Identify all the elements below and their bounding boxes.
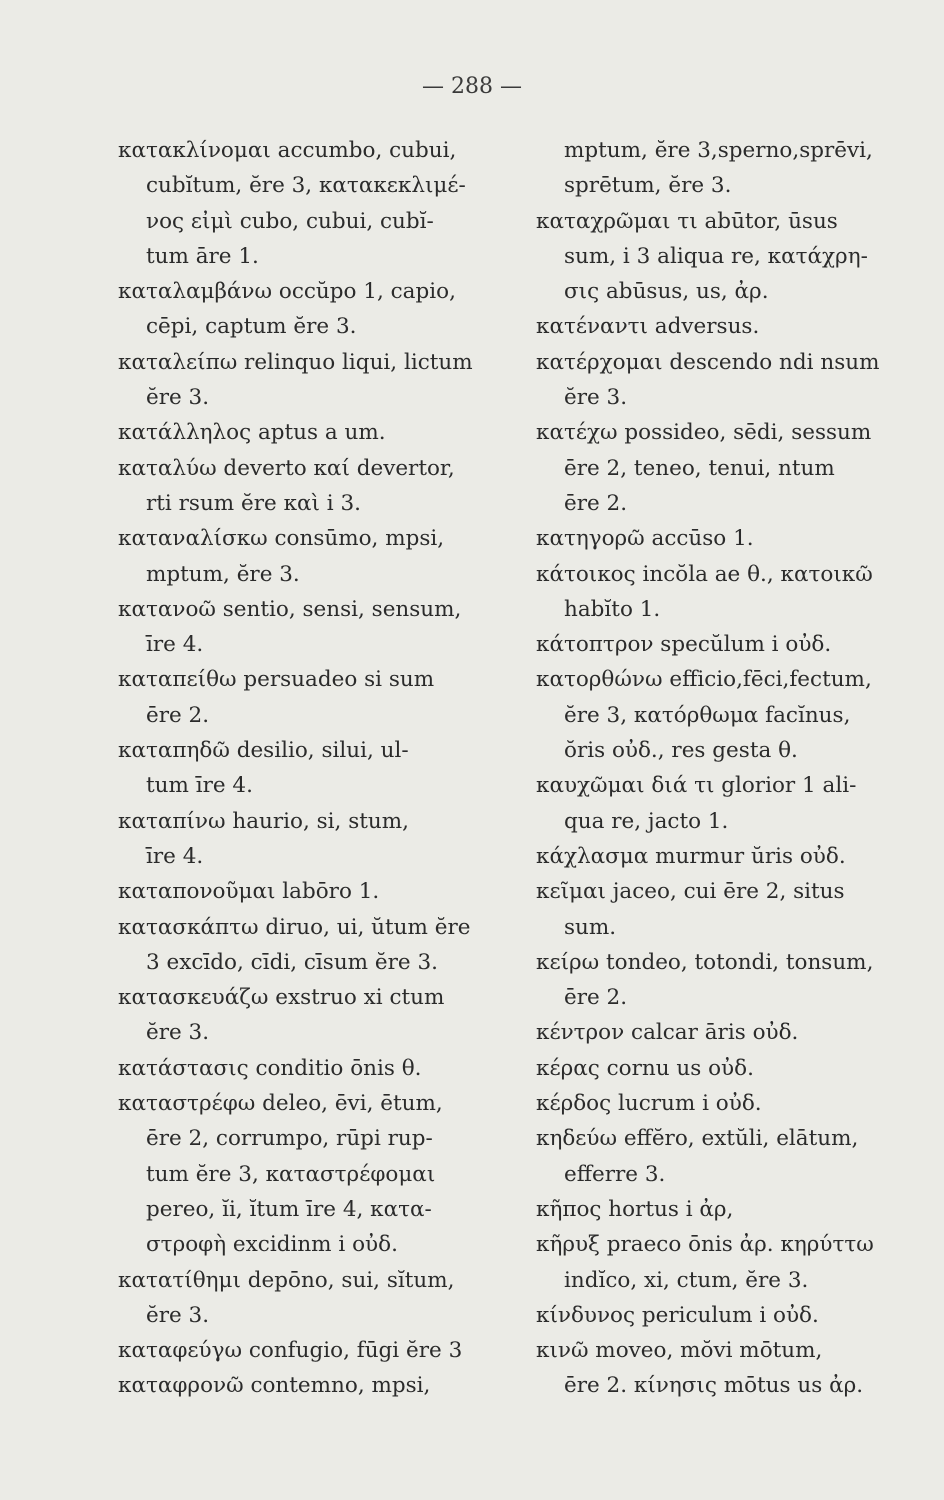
dictionary-line: καταλαμβάνω occŭpo 1, capio, [118, 279, 456, 305]
dictionary-line: ēre 2. κίνησις mōtus us ἀρ. [564, 1373, 864, 1399]
dictionary-line: κατορθώνω efficio,fēci,fectum, [536, 667, 872, 693]
dictionary-line: sum, i 3 aliqua re, κατάχρη- [564, 243, 868, 269]
dictionary-line: ēre 2, corrumpo, rūpi rup- [146, 1126, 433, 1152]
dictionary-line: καταφεύγω confugio, fūgi ĕre 3 [118, 1338, 463, 1364]
dictionary-line: κῆρυξ praeco ōnis ἀρ. κηρύττω [536, 1232, 874, 1258]
dictionary-line: κατέχω possideo, sēdi, sessum [536, 420, 872, 446]
dictionary-line: κατατίθημι depōno, sui, sĭtum, [118, 1267, 455, 1293]
dictionary-line: καταλύω deverto καί devertor, [118, 455, 455, 481]
dictionary-line: ēre 2, teneo, tenui, ntum [564, 455, 835, 481]
dictionary-line: στροφὴ excidinm i οὐδ. [146, 1232, 398, 1258]
dictionary-line: καταστρέφω deleo, ēvi, ētum, [118, 1091, 443, 1117]
dictionary-line: κατάλληλος aptus a um. [118, 420, 386, 446]
dictionary-line: καταναλίσκω consūmo, mpsi, [118, 526, 445, 552]
dictionary-line: tum āre 1. [146, 243, 259, 269]
dictionary-line: pereo, ĭi, ĭtum īre 4, κατα- [146, 1196, 432, 1222]
dictionary-line: κάτοπτρον specŭlum i οὐδ. [536, 632, 832, 658]
dictionary-line: κέρας cornu us οὐδ. [536, 1055, 754, 1081]
dictionary-line: ŏris οὐδ., res gesta θ. [564, 738, 798, 764]
dictionary-line: νος εἰμὶ cubo, cubui, cubĭ- [146, 208, 434, 234]
dictionary-line: ĕre 3. [146, 1020, 210, 1046]
dictionary-line: rti rsum ĕre καὶ i 3. [146, 490, 362, 516]
dictionary-line: καταπονοῦμαι labōro 1. [118, 879, 380, 905]
dictionary-line: κέρδος lucrum i οὐδ. [536, 1091, 762, 1117]
dictionary-line: ĕre 3. [564, 385, 628, 411]
dictionary-line: mptum, ĕre 3,sperno,sprēvi, [564, 138, 873, 163]
dictionary-line: καυχῶμαι διά τι glorior 1 ali- [536, 773, 857, 799]
dictionary-line: κατέρχομαι descendo ndi nsum [536, 349, 880, 375]
dictionary-line: καταπείθω persuadeo si sum [118, 667, 435, 693]
dictionary-line: mptum, ĕre 3. [146, 561, 300, 587]
dictionary-line: σις abūsus, us, ἀρ. [564, 279, 769, 305]
dictionary-line: ĕre 3, κατόρθωμα facĭnus, [564, 702, 851, 728]
dictionary-line: tum ĕre 3, καταστρέφομαι [146, 1161, 436, 1187]
dictionary-line: cubĭtum, ĕre 3, κατακεκλιμέ- [146, 173, 466, 199]
dictionary-line: cēpi, captum ĕre 3. [146, 314, 357, 340]
dictionary-line: indĭco, xi, ctum, ĕre 3. [564, 1267, 809, 1293]
dictionary-line: īre 4. [146, 843, 204, 869]
dictionary-line: κείρω tondeo, totondi, tonsum, [536, 949, 874, 975]
dictionary-line: 3 excīdo, cīdi, cīsum ĕre 3. [146, 949, 438, 975]
dictionary-line: κατακλίνομαι accumbo, cubui, [118, 138, 457, 163]
dictionary-line: habĭto 1. [564, 596, 661, 622]
dictionary-line: κάτοικος incŏla ae θ., κατοικῶ [536, 561, 873, 587]
dictionary-line: κατηγορῶ accūso 1. [536, 526, 754, 552]
dictionary-line: īre 4. [146, 632, 204, 658]
dictionary-line: κατανοῶ sentio, sensi, sensum, [118, 596, 462, 622]
dictionary-line: ēre 2. [564, 985, 628, 1011]
dictionary-line: καταλείπω relinquo liqui, lictum [118, 349, 473, 375]
dictionary-line: κηδεύω effĕro, extŭli, elātum, [536, 1126, 859, 1152]
dictionary-line: κινῶ moveo, mŏvi mōtum, [536, 1338, 823, 1364]
dictionary-line: sum. [564, 914, 617, 940]
right-column [536, 133, 931, 1404]
dictionary-line: καταπίνω haurio, si, stum, [118, 808, 409, 834]
dictionary-line: κατάστασις conditio ōnis θ. [118, 1055, 422, 1081]
dictionary-line: καταφρονῶ contemno, mpsi, [118, 1373, 431, 1399]
dictionary-line: ĕre 3. [146, 1302, 210, 1328]
dictionary-line: κεῖμαι jaceo, cui ēre 2, situs [536, 879, 845, 905]
dictionary-line: ēre 2. [564, 490, 628, 516]
dictionary-line: tum īre 4. [146, 773, 253, 799]
dictionary-line: κατασκευάζω exstruo xi ctum [118, 985, 445, 1011]
dictionary-line: efferre 3. [564, 1161, 666, 1187]
dictionary-line: ĕre 3. [146, 385, 210, 411]
dictionary-line: καταπηδῶ desilio, silui, ul- [118, 738, 409, 764]
dictionary-line: κάχλασμα murmur ŭris οὐδ. [536, 843, 846, 869]
left-column [118, 133, 518, 1404]
dictionary-line: κίνδυνος periculum i οὐδ. [536, 1302, 819, 1328]
page-number: — 288 — [422, 74, 522, 99]
dictionary-line: καταχρῶμαι τι abūtor, ūsus [536, 208, 838, 234]
dictionary-line: κατέναντι adversus. [536, 314, 760, 340]
dictionary-line: κέντρον calcar āris οὐδ. [536, 1020, 799, 1046]
dictionary-line: qua re, jacto 1. [564, 808, 729, 834]
dictionary-line: κῆπος hortus i ἀρ, [536, 1196, 734, 1222]
dictionary-line: sprētum, ĕre 3. [564, 173, 732, 199]
dictionary-line: ēre 2. [146, 702, 210, 728]
dictionary-line: κατασκάπτω diruo, ui, ŭtum ĕre [118, 914, 471, 940]
